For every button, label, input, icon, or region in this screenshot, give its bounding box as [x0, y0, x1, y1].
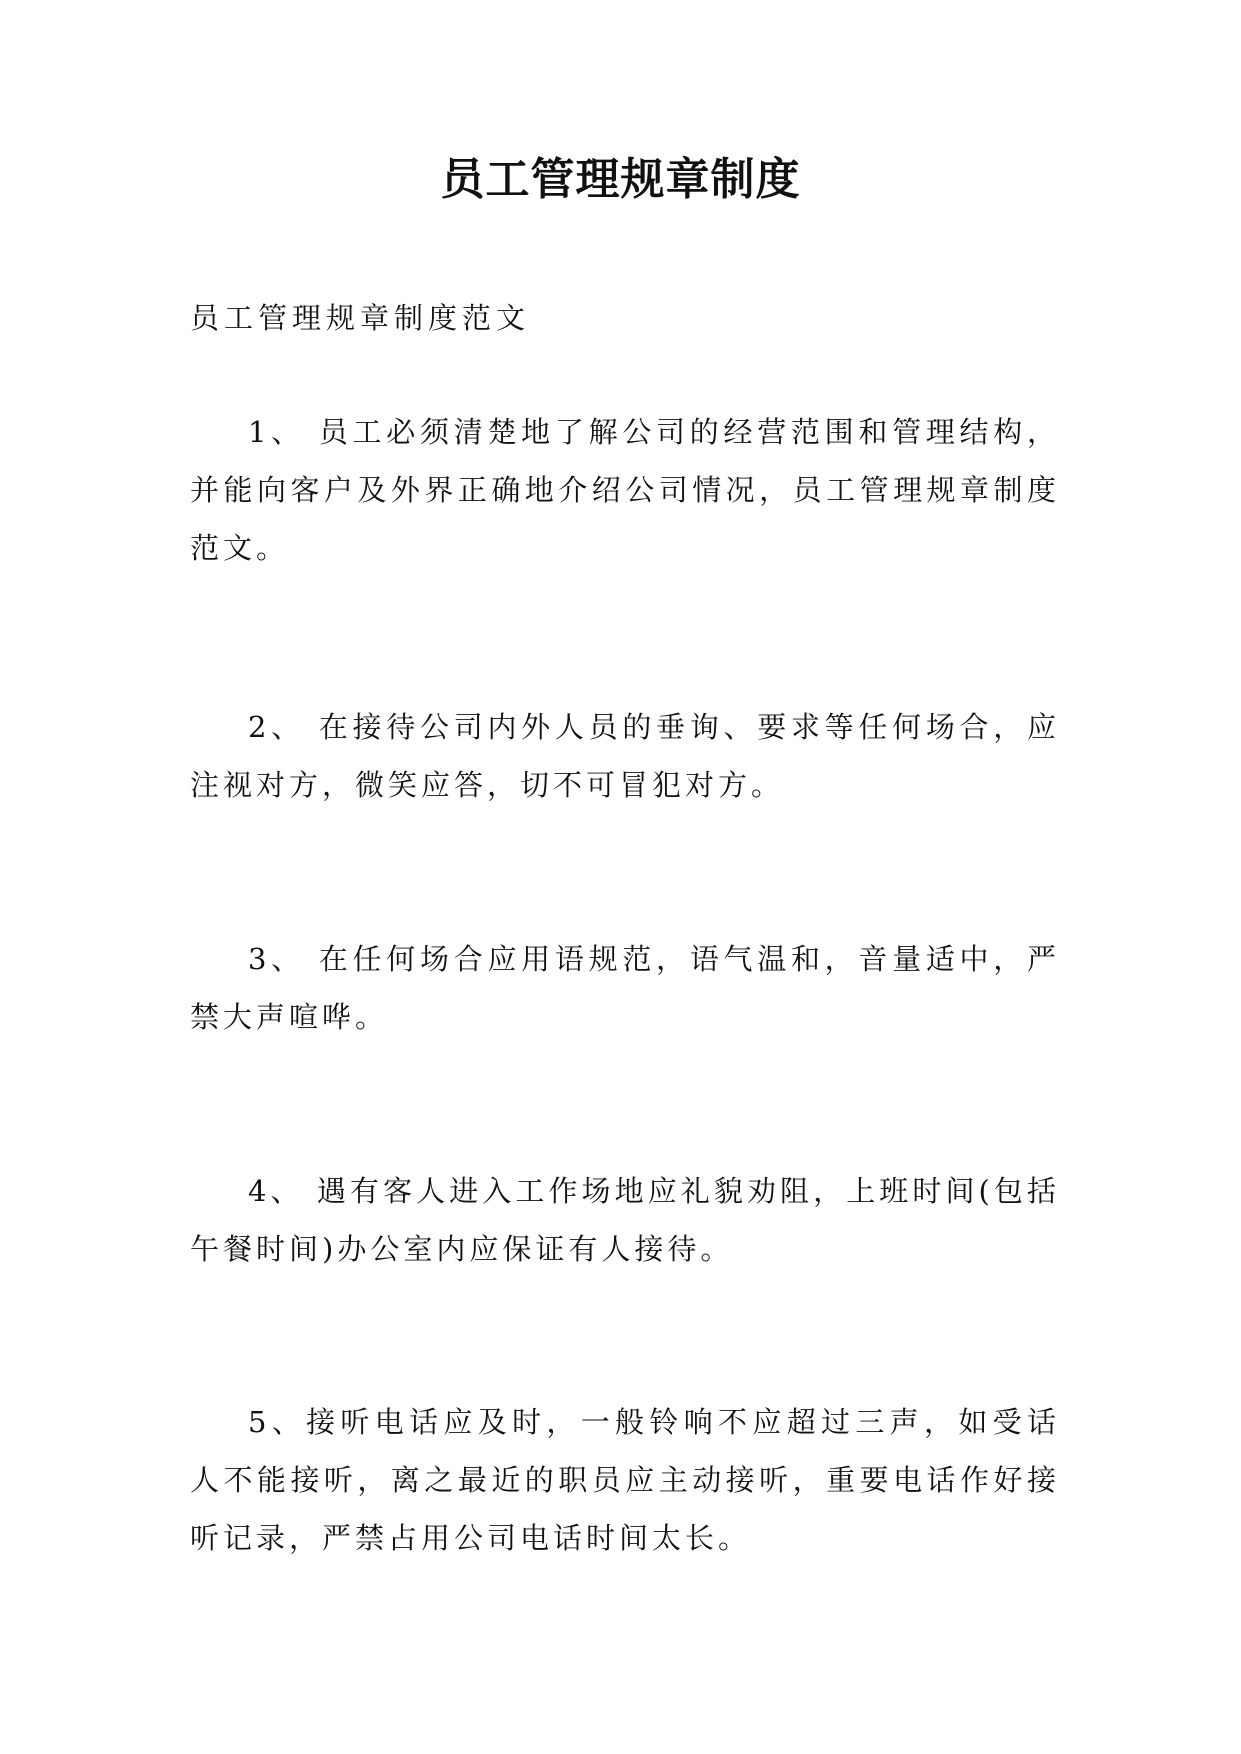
paragraph-4: 4、 遇有客人进入工作场地应礼貌劝阻，上班时间(包括午餐时间)办公室内应保证有人接待。 [190, 1174, 1060, 1266]
paragraph-5: 5、接听电话应及时，一般铃响不应超过三声，如受话人不能接听，离之最近的职员应主动接听，重要电话作好接听记录，严禁占用公司电话时间太长。 [190, 1405, 1060, 1555]
document-subtitle: 员工管理规章制度范文 [190, 301, 531, 335]
paragraph-1: 1、 员工必须清楚地了解公司的经营范围和管理结构，并能向客户及外界正确地介绍公司情况，员工管理规章制度范文。 [190, 415, 1060, 565]
paragraph-2: 2、 在接待公司内外人员的垂询、要求等任何场合，应注视对方，微笑应答，切不可冒犯对方。 [190, 710, 1060, 802]
paragraph-3: 3、 在任何场合应用语规范，语气温和，音量适中，严禁大声喧哗。 [190, 942, 1060, 1034]
document-title: 员工管理规章制度 [440, 154, 801, 205]
